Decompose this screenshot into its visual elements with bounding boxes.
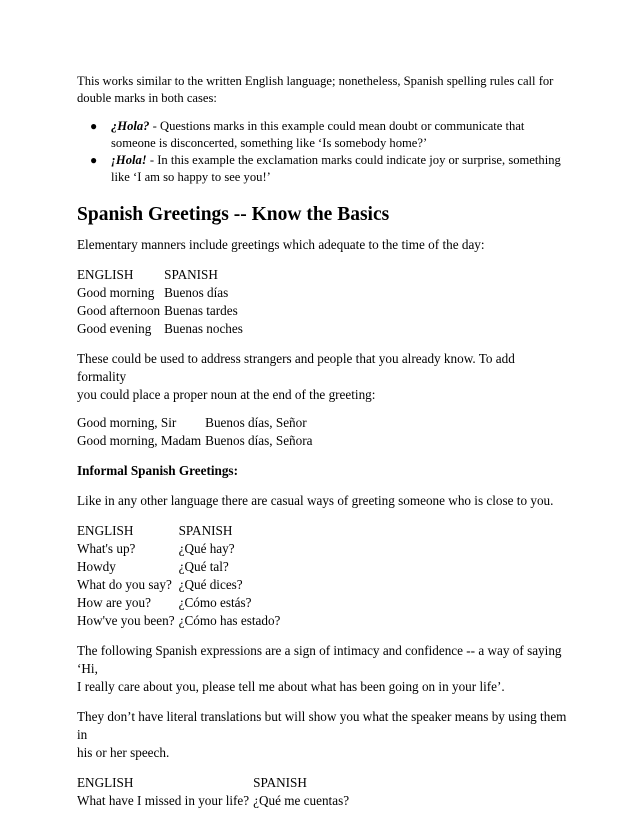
formality-line-1: These could be used to address strangers and people that you already know. To add formality [77,351,515,384]
table-cell-english: Good evening [77,321,152,336]
intro-line-1: This works similar to the written English language; nonetheless, Spanish spelling rules call for [77,74,554,88]
table-header-spanish: SPANISH [164,267,218,282]
table-cell-spanish: ¿Qué me cuentas? [253,793,350,808]
table-row [77,284,243,302]
informal-intro-paragraph: Like in any other language there are casual ways of greeting someone who is close to you. [77,493,554,508]
intimacy-paragraph [77,642,567,696]
table-cell-spanish: ¿Qué hay? [178,541,235,556]
table-header-spanish: SPANISH [178,523,233,538]
table-row [77,612,280,630]
table-row [77,792,349,810]
table-cell-english: How are you? [77,595,151,610]
table-cell-english: Good morning, Sir [77,415,177,430]
literal-paragraph [77,708,567,762]
table-header-english: ENGLISH [77,267,134,282]
table-header-row [77,522,280,540]
basic-greetings-table [77,266,243,338]
intimacy-line-1: The following Spanish expressions are a sign of intimacy and confidence -- a way of saying ‘Hi, [77,643,562,676]
bullet-item-question [90,118,567,152]
table-cell-spanish: ¿Cómo estás? [178,595,252,610]
table-row [77,540,280,558]
bullet-text-line-1: - In this example the exclamation marks could indicate joy or surprise, something [146,153,561,167]
table-header-row [77,774,349,792]
table-row [77,576,280,594]
table-row [77,302,243,320]
intimacy-line-2: I really care about you, please tell me about what has been going on in your life’. [77,679,505,694]
informal-greetings-table [77,522,280,630]
table-cell-english: What have I missed in your life? [77,793,250,808]
document-page [77,73,567,810]
table-row [77,414,313,432]
elementary-paragraph: Elementary manners include greetings which adequate to the time of the day: [77,237,485,252]
bullet-text-line-2: someone is disconcerted, something like ‘Is somebody home?’ [111,136,428,150]
formality-paragraph [77,350,567,404]
table-cell-spanish: Buenos días, Señor [205,415,307,430]
table-header-row [77,266,243,284]
table-cell-spanish: Buenas noches [164,321,243,336]
table-cell-english: How've you been? [77,613,175,628]
section-title: Spanish Greetings -- Know the Basics [77,204,390,225]
marks-bullet-list [77,118,567,186]
table-header-english: ENGLISH [77,523,134,538]
intro-paragraph [77,73,567,107]
formality-line-2: you could place a proper noun at the end of the greeting: [77,387,376,402]
table-cell-spanish: Buenos días [164,285,229,300]
table-cell-spanish: ¿Qué tal? [178,559,229,574]
formal-greetings-table [77,414,313,450]
table-cell-spanish: Buenas tardes [164,303,238,318]
table-cell-spanish: ¿Qué dices? [178,577,243,592]
table-cell-english: What's up? [77,541,136,556]
table-row [77,558,280,576]
table-row [77,432,313,450]
bullet-text-line-2: like ‘I am so happy to see you!’ [111,170,271,184]
literal-line-1: They don’t have literal translations but will show you what the speaker means by using them in [77,709,567,742]
bullet-text-line-1: - Questions marks in this example could mean doubt or communicate that [149,119,525,133]
table-row [77,320,243,338]
table-row [77,594,280,612]
bullet-term: ¡Hola! [111,153,147,167]
bullet-dot-icon: ● [90,119,98,133]
bullet-term: ¿Hola? [111,119,150,133]
expressions-table [77,774,349,810]
informal-heading: Informal Spanish Greetings: [77,463,238,478]
table-cell-spanish: ¿Cómo has estado? [178,613,281,628]
table-cell-english: Good afternoon [77,303,161,318]
table-cell-english: Howdy [77,559,116,574]
table-cell-english: Good morning, Madam [77,433,202,448]
table-header-english: ENGLISH [77,775,134,790]
table-cell-english: What do you say? [77,577,172,592]
intro-line-2: double marks in both cases: [77,91,217,105]
literal-line-2: his or her speech. [77,745,170,760]
bullet-item-exclamation [90,152,567,186]
table-header-spanish: SPANISH [253,775,307,790]
bullet-dot-icon: ● [90,153,98,167]
table-cell-spanish: Buenos días, Señora [205,433,313,448]
table-cell-english: Good morning [77,285,155,300]
